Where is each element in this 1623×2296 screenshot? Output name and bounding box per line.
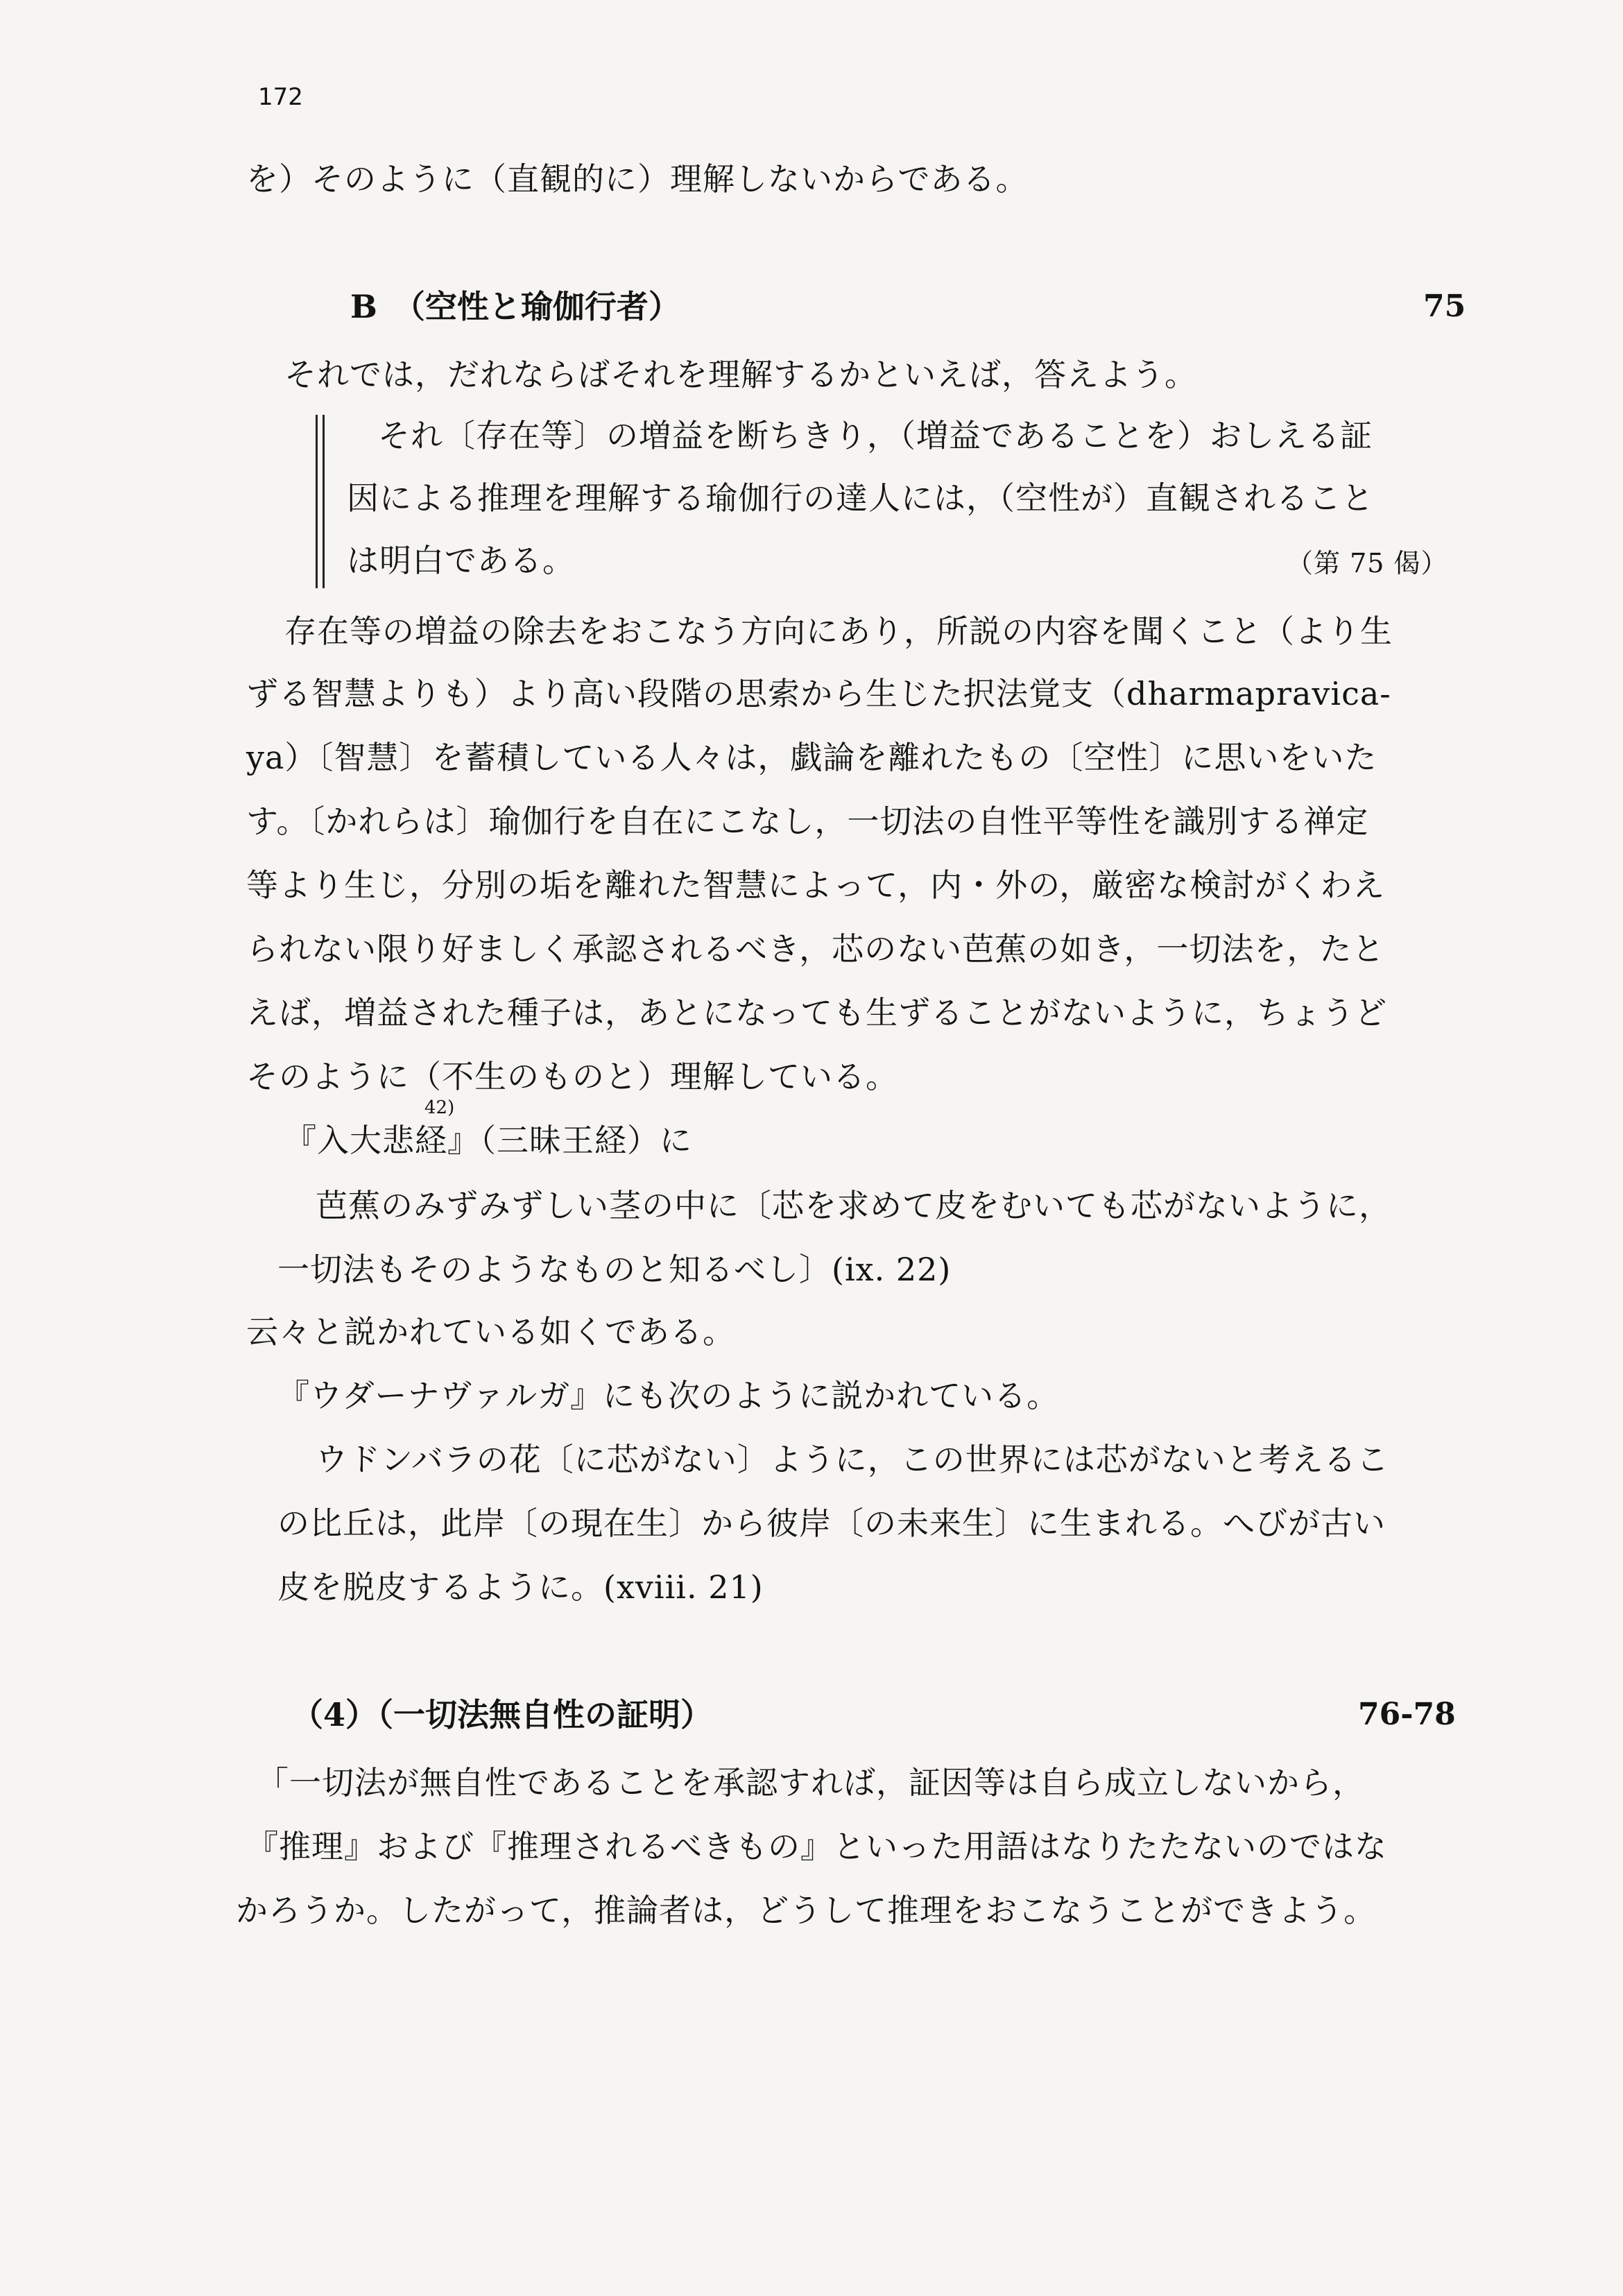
page-number: 172: [258, 83, 303, 111]
sutra-quote-line: の比丘は，此岸〔の現在生〕から彼岸〔の未来生〕に生まれる。へびが古い: [277, 1505, 1386, 1542]
text-line: 云々と説かれている如くである。: [246, 1313, 735, 1351]
commentary-line: 存在等の増益の除去をおこなう方向にあり，所説の内容を聞くこと（より生: [284, 612, 1393, 650]
verse-number: 76-78: [1358, 1697, 1456, 1732]
commentary-line: す。〔かれらは〕瑜伽行を自在にこなし，一切法の自性平等性を識別する禅定: [246, 803, 1369, 840]
sutra-quote-line: ウドンバラの花〔に芯がない〕ように，この世界には芯がないと考えるこ: [316, 1441, 1389, 1478]
text-line: 『推理』および『推理されるべきもの』といった用語はなりたたないのではな: [246, 1828, 1387, 1865]
text-line: 「一切法が無自性であることを承認すれば，証因等は自ら成立しないから，: [257, 1764, 1365, 1801]
commentary-line: 等より生じ，分別の垢を離れた智慧によって，内・外の，厳密な検討がくわえ: [246, 866, 1386, 904]
text-line: を）そのように（直観的に）理解しないからである。: [246, 160, 1029, 198]
verse-marker-bar: [316, 415, 325, 588]
commentary-line: ずる智慧よりも）より高い段階の思索から生じた択法覚支（dharmapravica-: [246, 675, 1391, 712]
verse-reference: （第 75 偈）: [1287, 548, 1448, 579]
commentary-line: ya）〔智慧〕を蓄積している人々は，戯論を離れたもの〔空性〕に思いをいた: [246, 739, 1377, 776]
text-line: かろうか。したがって，推論者は，どうして推理をおこなうことができよう。: [236, 1892, 1377, 1929]
sutra-intro: 『ウダーナヴァルガ』にも次のように説かれている。: [277, 1377, 1060, 1414]
sutra-quote-line: 皮を脱皮するように。(xviii. 21): [277, 1568, 764, 1606]
section-heading: B （空性と瑜伽行者）: [350, 288, 680, 325]
verse-line: は明白である。: [347, 542, 575, 579]
text-line: それでは，だれならばそれを理解するかといえば，答えよう。: [284, 356, 1197, 393]
sutra-intro: 『入大悲経』（三昧王経）に: [284, 1122, 692, 1159]
sutra-quote-line: 芭蕉のみずみずしい茎の中に〔芯を求めて皮をむいても芯がないように，: [316, 1187, 1391, 1224]
commentary-line: そのように（不生のものと）理解している。: [246, 1058, 898, 1095]
verse-line: それ〔存在等〕の増益を断ちきり，（増益であることを）おしえる証: [378, 417, 1373, 454]
commentary-line: られない限り好ましく承認されるべき，芯のない芭蕉の如き，一切法を，たと: [246, 930, 1385, 968]
verse-line: 因による推理を理解する瑜伽行の達人には，（空性が）直観されること: [347, 479, 1374, 517]
commentary-line: えば，増益された種子は，あとになっても生ずることがないように，ちょうど: [246, 994, 1387, 1031]
section-heading: （4）（一切法無自性の証明）: [291, 1696, 713, 1733]
verse-number: 75: [1423, 289, 1466, 324]
sutra-quote-line: 一切法もそのようなものと知るべし〕(ix. 22): [277, 1251, 952, 1288]
footnote-marker: 42): [424, 1097, 455, 1118]
